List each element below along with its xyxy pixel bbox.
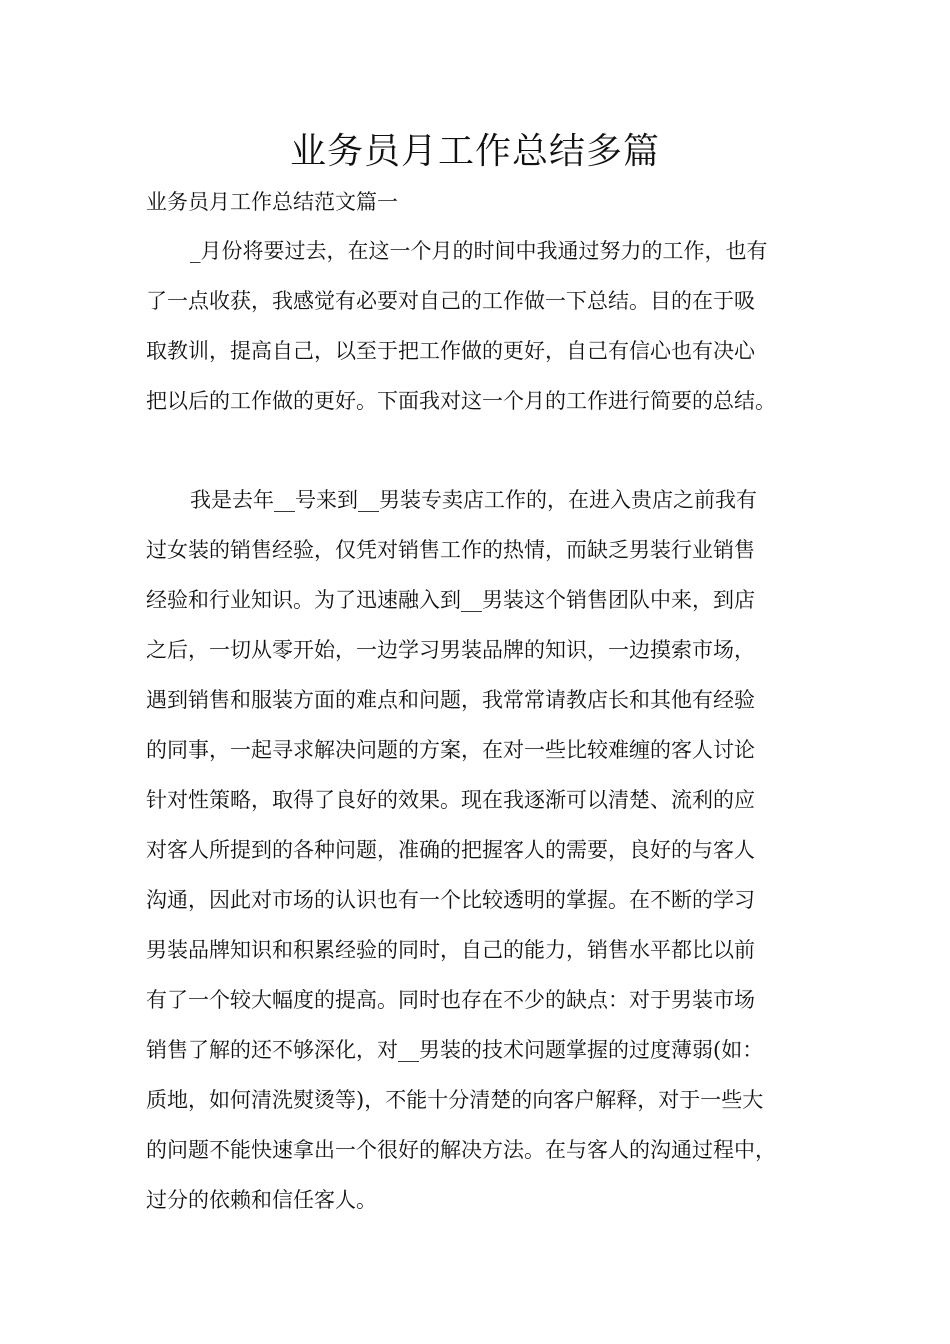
paragraph-line: 男装品牌知识和积累经验的同时，自己的能力，销售水平都比以前 — [146, 938, 755, 962]
section-heading: 业务员月工作总结范文篇一 — [146, 190, 398, 214]
paragraph-line: 之后，一切从零开始，一边学习男装品牌的知识，一边摸索市场， — [146, 638, 755, 662]
paragraph-line: 针对性策略，取得了良好的效果。现在我逐渐可以清楚、流利的应 — [146, 788, 755, 812]
paragraph-line: 质地，如何清洗熨烫等)，不能十分清楚的向客户解释，对于一些大 — [146, 1088, 764, 1112]
paragraph-line: 经验和行业知识。为了迅速融入到__男装这个销售团队中来，到店 — [146, 588, 755, 612]
paragraph-1 — [146, 226, 826, 426]
paragraph-line: 过分的依赖和信任客人。 — [146, 1188, 377, 1212]
paragraph-line: 取教训，提高自己，以至于把工作做的更好，自己有信心也有决心 — [146, 339, 755, 363]
paragraph-line: _月份将要过去，在这一个月的时间中我通过努力的工作，也有 — [190, 239, 768, 263]
paragraph-line: 过女装的销售经验，仅凭对销售工作的热情，而缺乏男装行业销售 — [146, 538, 755, 562]
paragraph-2 — [146, 475, 826, 1225]
paragraph-line: 有了一个较大幅度的提高。同时也存在不少的缺点：对于男装市场 — [146, 988, 755, 1012]
document-title: 业务员月工作总结多篇 — [289, 131, 660, 172]
paragraph-line: 把以后的工作做的更好。下面我对这一个月的工作进行简要的总结。 — [146, 389, 776, 413]
paragraph-line: 的同事，一起寻求解决问题的方案，在对一些比较难缠的客人讨论 — [146, 738, 755, 762]
paragraph-line: 对客人所提到的各种问题，准确的把握客人的需要，良好的与客人 — [146, 838, 755, 862]
paragraph-line: 销售了解的还不够深化，对__男装的技术问题掌握的过度薄弱(如： — [146, 1038, 764, 1062]
paragraph-line: 的问题不能快速拿出一个很好的解决方法。在与客人的沟通过程中， — [146, 1138, 776, 1162]
paragraph-line: 遇到销售和服装方面的难点和问题，我常常请教店长和其他有经验 — [146, 688, 755, 712]
paragraph-line: 沟通，因此对市场的认识也有一个比较透明的掌握。在不断的学习 — [146, 888, 755, 912]
paragraph-line: 我是去年__号来到__男装专卖店工作的，在进入贵店之前我有 — [190, 488, 757, 512]
paragraph-line: 了一点收获，我感觉有必要对自己的工作做一下总结。目的在于吸 — [146, 289, 755, 313]
